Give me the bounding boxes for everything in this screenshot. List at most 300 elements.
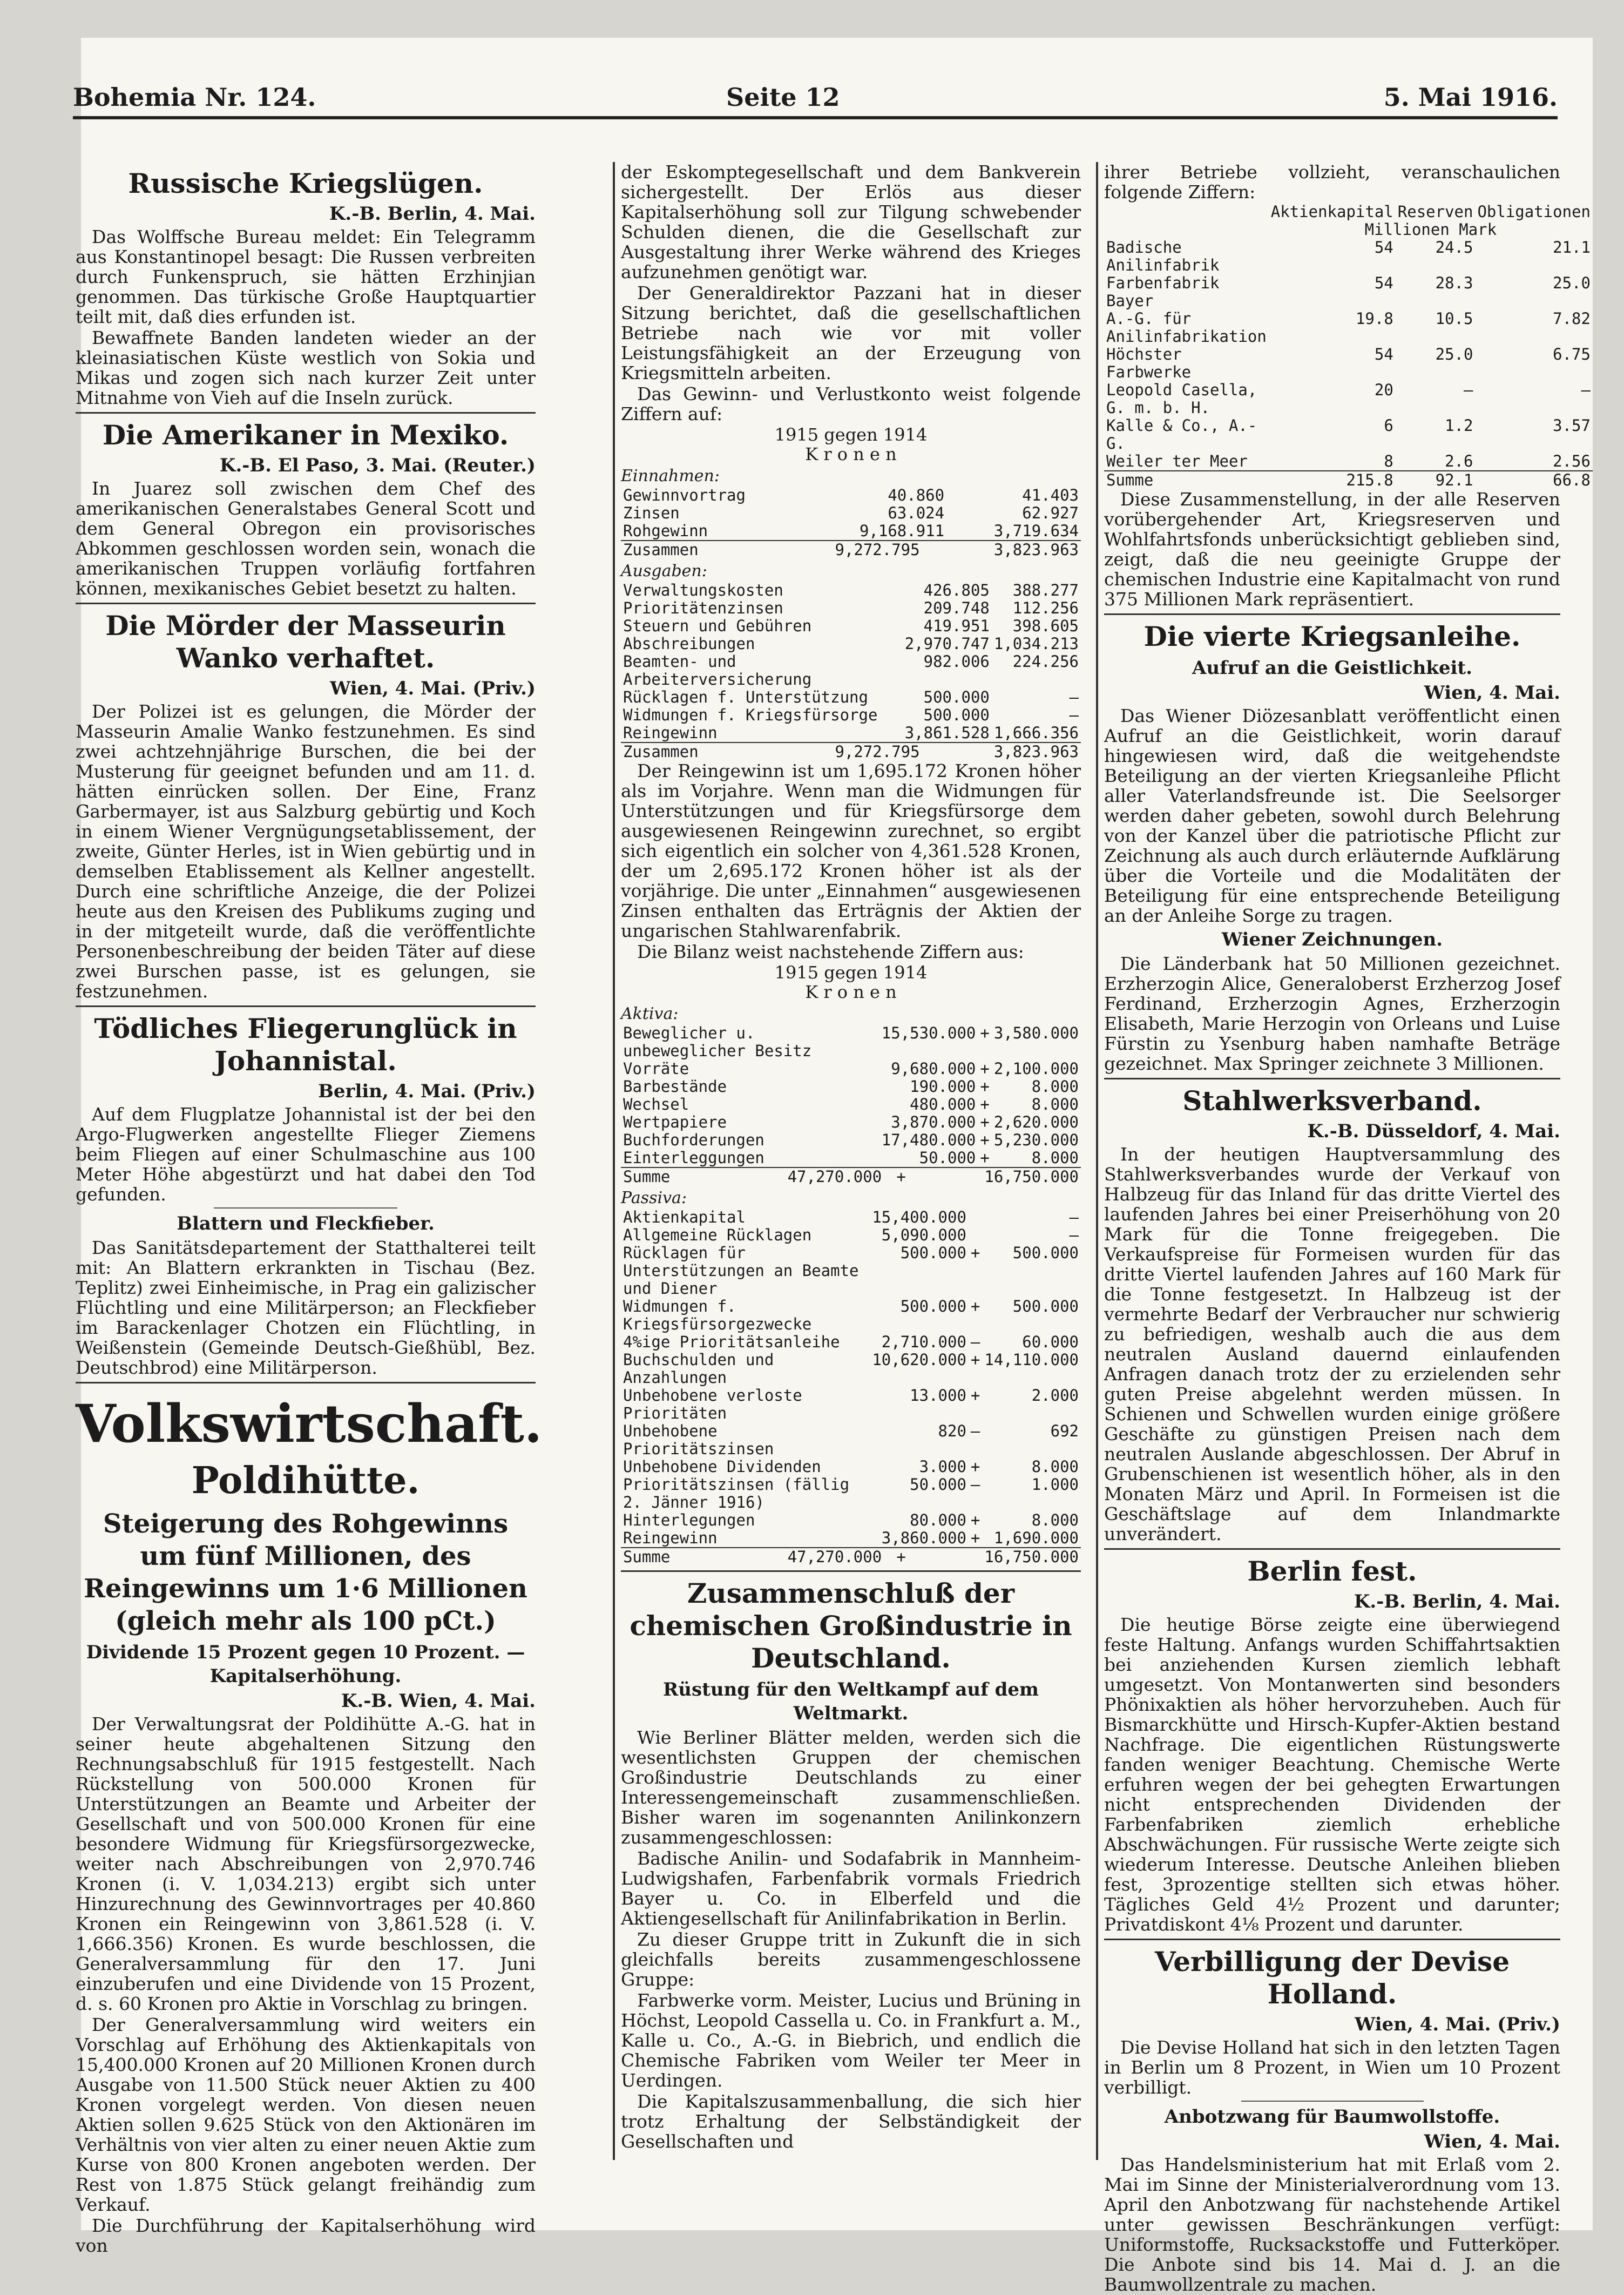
row-label: Höchster Farbwerke — [1106, 345, 1192, 381]
table-row — [621, 1149, 1081, 1167]
dateline: Wien, 4. Mai. — [1424, 2131, 1560, 2152]
value-1915: 9,272.795 — [763, 541, 922, 559]
row-label: Summe — [621, 1548, 711, 1566]
row-label: Wertpapiere — [623, 1113, 727, 1131]
article-fliegerunglueck — [76, 1013, 536, 1204]
article-headline: Die Mörder der Masseurin Wanko verhaftet. — [105, 610, 506, 674]
article-amerikaner-mexiko — [76, 419, 536, 598]
row-label: Rücklagen f. Unterstützung — [623, 688, 868, 706]
article-headline: Zusammenschluß der chemischen Großindustrie in Deutschland. — [630, 1577, 1072, 1674]
value-reserves: 92.1 — [1396, 471, 1476, 489]
value-reserves: 2.6 — [1445, 452, 1473, 470]
dateline: K.-B. Berlin, 4. Mai. — [329, 203, 536, 225]
article-paragraph: Bewaffnete Banden landeten wieder an der kleinasiatischen Küste westlich von Sokia und Mikas und zogen sich nach kurzer Zeit unter Mitnahme von Vieh auf die Inseln zurück. — [76, 327, 536, 408]
value-bonds: — — [1581, 381, 1591, 399]
value-change: — — [1069, 1208, 1079, 1226]
value-capital: 54 — [1374, 345, 1393, 363]
row-label: Reingewinn — [623, 724, 718, 742]
article-paragraph: ihrer Betriebe vollzieht, veranschaulichen folgende Ziffern: — [1104, 161, 1560, 202]
row-label: Vorräte — [623, 1059, 689, 1078]
article-paragraph: In Juarez soll zwischen dem Chef des amerikanischen Generalstabes General Scott und dem General Obregon ein provisorisches Abkommen geschlossen worden sein, wonach die amerikanischen Truppen vorläufig fortfahren können, mexikanisches Gebiet besetzt zu halten. — [76, 478, 536, 599]
table-row — [621, 706, 1081, 724]
article-paragraph: Die heutige Börse zeigte eine überwiegend feste Haltung. Anfangs wurden Schiffahrtsaktien bei anziehenden Kursen ziemlich lebhaft umgesetzt. Von Montanwerten sind besonders Phönixaktien als höher hervorzuheben. Auch für Bismarckhütte und Hirsch-Kupfer-Aktien bestand Nachfrage. Die eigentlichen Rüstungswerte fanden weniger Beachtung. Chemische Werte erfuhren wegen der bei gehegten Erwartungen nicht entsprechenden Dividenden der Farbenfabriken ziemlich erhebliche Abschwächungen. Für russische Werte zeigte sich wiederum Interesse. Deutsche Anleihen blieben fest, 3prozentige stellten sich etwas höher. Tägliches Geld 4½ Prozent und darunter; Privatdiskont 4⅛ Prozent und darunter. — [1104, 1614, 1560, 1935]
row-label: Widmungen f. Kriegsfürsorgezwecke — [623, 1297, 812, 1333]
assets-sum — [621, 1167, 1081, 1186]
value-1915: 40.860 — [888, 486, 945, 504]
table-row — [621, 617, 1081, 635]
article-paragraph: Zu dieser Gruppe tritt in Zukunft die in sich gleichfalls bereits zusammengeschlossene Gruppe: — [621, 1929, 1081, 1990]
row-label: Rücklagen für Unterstützungen an Beamte und Diener — [623, 1244, 859, 1298]
article-paragraph: Badische Anilin- und Sodafabrik in Mannheim-Ludwigshafen, Farbenfabrik vormals Friedrich Bayer u. Co. in Elberfeld und die Aktiengesellschaft für Anilinfabrikation in Berlin. — [621, 1848, 1081, 1929]
article-paragraph: Wie Berliner Blätter melden, werden sich die wesentlichsten Gruppen der chemischen Großindustrie Deutschlands zu einer Interessengemeinschaft zusammenschließen. Bisher waren im sogenannten Anilinkonzern zusammengeschlossen: — [621, 1727, 1081, 1848]
value-1915: 500.000 — [900, 1297, 966, 1315]
value-change: 500.000 — [1012, 1297, 1079, 1315]
article-devise-holland — [1104, 1946, 1560, 2294]
change-sign: + — [980, 1095, 990, 1113]
value-1915: 2,970.747 — [904, 634, 990, 653]
value-change: 16,750.000 — [908, 1167, 1081, 1186]
change-sign: — — [970, 1333, 980, 1351]
table-caption-unit: K r o n e n — [805, 444, 897, 464]
article-paragraph: Das Wolffsche Bureau meldet: Ein Telegramm aus Konstantinopel besagt: Die Russen verbreiten durch Funkenspruch, sie hätten Erzhinjian genommen. Das türkische Große Hauptquartier teilt mit, daß dies erfunden ist. — [76, 226, 536, 327]
change-sign: + — [970, 1511, 980, 1529]
article-headline: Russische Kriegslügen. — [128, 167, 483, 199]
article-divider — [621, 1570, 1081, 1572]
change-sign: + — [980, 1131, 990, 1149]
value-1915: 5,090.000 — [881, 1226, 966, 1244]
value-1915: 9,168.911 — [859, 522, 945, 540]
value-1914: 1,034.213 — [993, 634, 1079, 653]
value-change: 1.000 — [1031, 1475, 1079, 1494]
value-bonds: 25.0 — [1553, 274, 1591, 292]
value-1914: — — [1069, 706, 1079, 724]
change-sign: + — [970, 1529, 980, 1547]
row-label: Steuern und Gebühren — [623, 617, 812, 635]
value-1915: 3,860.000 — [881, 1529, 966, 1547]
value-1915: 426.805 — [923, 581, 990, 599]
article-divider — [1104, 1548, 1560, 1550]
article-headline: Poldihütte. — [191, 1459, 420, 1502]
article-paragraph: Die Devise Holland hat sich in den letzten Tagen in Berlin um 8 Prozent, in Wien um 10 Prozent verbilligt. — [1104, 2037, 1560, 2098]
change-sign: + — [884, 1548, 908, 1566]
row-label: Summe — [621, 1167, 711, 1186]
value-1915: 500.000 — [923, 706, 990, 724]
article-paragraph: Die Länderbank hat 50 Millionen gezeichnet. Erzherzogin Alice, Generaloberst Erzherzog Josef Ferdinand, Erzherzogin Agnes, Erzherzogin Elisabeth, Marie Herzogin von Orleans und Luise Fürstin zu Ysenburg haben namhafte Beträge gezeichnet. Max Springer zeichnete 3 Millionen. — [1104, 953, 1560, 1074]
article-divider — [76, 412, 536, 414]
table-row — [1104, 239, 1593, 274]
row-label: Zusammen — [621, 541, 763, 559]
value-change: 60.000 — [1022, 1333, 1079, 1351]
value-capital: 8 — [1384, 452, 1393, 470]
change-sign: + — [980, 1077, 990, 1096]
table-row — [621, 1548, 1081, 1566]
row-label: Aktienkapital — [623, 1208, 746, 1226]
table-row — [621, 1298, 1081, 1333]
table-row — [621, 541, 1081, 559]
table-row — [621, 1024, 1081, 1060]
value-reserves: 25.0 — [1435, 345, 1473, 363]
value-1914: — — [1069, 688, 1079, 706]
table-row — [621, 1060, 1081, 1078]
table-row — [1104, 310, 1593, 346]
row-label: Wechsel — [623, 1095, 689, 1113]
value-1914: 62.927 — [1022, 504, 1079, 522]
article-subheadline: Wiener Zeichnungen. — [1221, 929, 1443, 950]
value-1915: 982.006 — [923, 652, 990, 671]
article-paragraph: Das Wiener Diözesanblatt veröffentlicht einen Aufruf an die Geistlichkeit, worin darauf hingewiesen wird, daß die weitgehendste Beteiligung an der vierten Kriegsanleihe Pflicht aller Vaterlandsfreunde ist. Die Seelsorger werden daher gebeten, sowohl durch Belehrung von der Kanzel über die patriotische Pflicht zur Zeichnung als auch durch erläuternde Aufklärung über die Vorteile und die Modalitäten der Beteiligung für eine entsprechende Beteiligung an der Anleihe Sorge zu tragen. — [1104, 705, 1560, 926]
table-caption-unit: K r o n e n — [805, 982, 897, 1002]
row-label: Zusammen — [621, 742, 763, 761]
dateline: K.-B. El Paso, 3. Mai. (Reuter.) — [219, 455, 536, 476]
table-row — [1104, 453, 1593, 471]
value-bonds: 66.8 — [1475, 471, 1593, 489]
row-label: Einterleggungen — [623, 1149, 764, 1167]
value-1915: 15,400.000 — [872, 1208, 966, 1226]
value-1914: 224.256 — [1012, 652, 1079, 671]
row-label: 4%ige Prioritätsanleihe — [623, 1333, 840, 1351]
liabilities-table — [621, 1209, 1081, 1547]
value-capital: 54 — [1374, 274, 1393, 292]
value-change: — — [1069, 1226, 1079, 1244]
value-change: 16,750.000 — [908, 1548, 1081, 1566]
table-row — [1104, 471, 1593, 489]
row-label: Prioritätenzinsen — [623, 599, 783, 617]
table-row — [621, 582, 1081, 599]
row-label: Rohgewinn — [623, 522, 708, 540]
value-reserves: — — [1464, 381, 1473, 399]
chemical-capital-table — [1104, 202, 1591, 489]
change-sign: + — [884, 1167, 908, 1186]
page-header — [73, 78, 1558, 119]
income-sum — [621, 540, 1081, 559]
row-label: Hinterlegungen — [623, 1511, 755, 1529]
unit-label: Millionen Mark — [1364, 220, 1497, 239]
table-row — [1104, 381, 1593, 417]
value-1915: 15,530.000 — [881, 1024, 976, 1042]
table-row — [621, 724, 1081, 742]
change-sign: — — [970, 1422, 980, 1440]
table-row — [1104, 274, 1593, 310]
table-row — [621, 1226, 1081, 1244]
row-label: Buchforderungen — [623, 1131, 764, 1149]
article-kriegsanleihe — [1104, 620, 1560, 1074]
dateline: Wien, 4. Mai. (Priv.) — [1355, 2014, 1560, 2035]
dateline: K.-B. Berlin, 4. Mai. — [1354, 1591, 1560, 1612]
change-sign: + — [970, 1351, 980, 1369]
value-1914: 388.277 — [1012, 581, 1079, 599]
table-group-label: Aktiva: — [621, 1004, 679, 1023]
change-sign: + — [970, 1297, 980, 1315]
value-bonds: 21.1 — [1553, 238, 1591, 256]
article-divider — [76, 603, 536, 604]
article-blattern — [76, 1212, 536, 1378]
value-1915: 3,870.000 — [891, 1113, 976, 1131]
change-sign: — — [970, 1475, 980, 1494]
table-group-label: Ausgaben: — [621, 562, 707, 580]
article-stahlwerksverband — [1104, 1085, 1560, 1544]
row-label: Unbehobene verloste Prioritäten — [623, 1386, 802, 1422]
table-row — [621, 1209, 1081, 1226]
article-paragraph: Der Polizei ist es gelungen, die Mörder der Masseurin Amalie Wanko festzunehmen. Es sind zwei achtzehnjährige Burschen, die bei der Musterung für geeignet befunden und am 11. d. hätten einrücken sollen. Der Eine, Franz Garbermayer, ist aus Salzburg gebürtig und Koch in einem Wiener Vergnügungsetablissement, der zweite, Günter Herles, ist in Wien gebürtig und in demselben Etablissement als Kellner angestellt. Durch eine schriftliche Anzeige, die der Polizei heute aus den Kreisen des Publikums zuging und in der mitgeteilt wurde, daß die veröffentlichte Personenbeschreibung der beiden Täter auf diese zwei Burschen passe, ist es gelungen, sie festzunehmen. — [76, 701, 536, 1002]
table-row — [621, 599, 1081, 617]
change-sign: + — [970, 1244, 980, 1262]
article-paragraph: Die Kapitalszusammenballung, die sich hier trotz Erhaltung der Selbständigkeit der Gesellschaften und — [621, 2091, 1081, 2152]
value-change: 1,690.000 — [993, 1529, 1079, 1547]
value-1914: 1,666.356 — [993, 724, 1079, 742]
value-bonds: 6.75 — [1553, 345, 1591, 363]
value-bonds: 2.56 — [1553, 452, 1591, 470]
table-row — [621, 522, 1081, 540]
value-change: 5,230.000 — [993, 1131, 1079, 1149]
row-label: Kalle & Co., A.-G. — [1106, 416, 1257, 453]
article-divider — [1104, 613, 1560, 615]
dateline: Berlin, 4. Mai. (Priv.) — [318, 1081, 536, 1102]
table-row — [621, 1351, 1081, 1387]
row-label: Buchschulden und Anzahlungen — [623, 1351, 774, 1387]
row-label: Badische Anilinfabrik — [1106, 238, 1220, 274]
expense-table — [621, 582, 1081, 742]
section-title: Volkswirtschaft. — [76, 1393, 543, 1454]
column-header: Reserven — [1397, 202, 1473, 221]
article-paragraph: Die Durchführung der Kapitalserhöhung wird von — [76, 2215, 536, 2256]
change-sign — [969, 1226, 982, 1244]
column-3 — [1104, 161, 1591, 2295]
article-divider — [1104, 1078, 1560, 1079]
article-headline: Verbilligung der Devise Holland. — [1154, 1946, 1510, 2010]
value-change: 8.000 — [1031, 1511, 1079, 1529]
value-reserves: 28.3 — [1435, 274, 1473, 292]
value-change: 3,580.000 — [993, 1024, 1079, 1042]
value-1914: 112.256 — [1012, 599, 1079, 617]
value-capital: 19.8 — [1355, 309, 1393, 328]
column-header: Aktienkapital — [1270, 202, 1393, 221]
short-divider — [1241, 2101, 1424, 2102]
value-reserves: 10.5 — [1435, 309, 1473, 328]
article-paragraph: Das Gewinn- und Verlustkonto weist folgende Ziffern auf: — [621, 383, 1081, 424]
article-divider — [1104, 1939, 1560, 1940]
change-sign: + — [980, 1113, 990, 1131]
row-label: Leopold Casella, G. m. b. H. — [1106, 381, 1257, 417]
dateline: Wien, 4. Mai. (Priv.) — [330, 678, 536, 699]
value-change: 500.000 — [1012, 1244, 1079, 1262]
article-subheadline: Rüstung für den Weltkampf auf dem Weltmarkt. — [663, 1679, 1039, 1724]
table-header-row — [1104, 203, 1593, 221]
article-headline: Die Amerikaner in Mexiko. — [102, 419, 509, 451]
table-row — [621, 504, 1081, 522]
article-russische-kriegsluegen — [76, 167, 536, 408]
row-label: Allgemeine Rücklagen — [623, 1226, 812, 1244]
article-divider — [76, 1005, 536, 1007]
value-capital: 20 — [1374, 381, 1393, 399]
row-label: Prioritätszinsen (fällig 2. Jänner 1916) — [623, 1475, 850, 1511]
short-divider — [214, 1207, 398, 1209]
table-caption-years: 1915 gegen 1914 — [774, 962, 928, 983]
value-1915: 47,270.000 — [711, 1548, 884, 1566]
row-label: A.-G. für Anilinfabrikation — [1106, 309, 1267, 346]
value-change: 692 — [1050, 1422, 1079, 1440]
value-change: 2.000 — [1031, 1386, 1079, 1405]
value-change: 14,110.000 — [984, 1351, 1079, 1369]
row-label: Zinsen — [623, 504, 680, 522]
header-issue: Bohemia Nr. 124. — [73, 83, 316, 112]
row-label: Unbehobene Prioritätszinsen — [623, 1422, 774, 1458]
change-sign — [969, 1209, 982, 1226]
article-headline: Stahlwerksverband. — [1182, 1085, 1482, 1117]
column-header: Obligationen — [1477, 202, 1591, 221]
section-divider — [76, 1382, 536, 1383]
value-change: 2,100.000 — [993, 1059, 1079, 1078]
value-1915: 3.000 — [919, 1457, 966, 1476]
value-capital: 54 — [1374, 238, 1393, 256]
table-row — [621, 635, 1081, 653]
row-label: Barbestände — [623, 1077, 727, 1096]
liabilities-sum — [621, 1547, 1081, 1566]
table-row — [621, 1511, 1081, 1529]
table-row — [1104, 417, 1593, 453]
value-1915: 500.000 — [923, 688, 990, 706]
article-headline: Berlin fest. — [1247, 1555, 1417, 1587]
dateline: Wien, 4. Mai. — [1424, 682, 1560, 704]
article-subheadline: Aufruf an die Geistlichkeit. — [1192, 657, 1472, 679]
article-paragraph: Das Sanitätsdepartement der Statthalterei teilt mit: An Blattern erkrankten in Tischau (Bez. Teplitz) zwei Einheimische, in Prag ein galizischer Flüchtling und eine Militärperson; an Fleckfieber im Barackenlager Chotzen ein Flüchtling, in Weißenstein (Gemeinde Deutsch-Gießhübl, Bez. Deutschbrod) eine Militärperson. — [76, 1237, 536, 1378]
value-bonds: 3.57 — [1553, 416, 1591, 435]
value-capital: 6 — [1384, 416, 1393, 435]
value-1915: 2,710.000 — [881, 1333, 966, 1351]
balance-sheet-table — [621, 963, 1081, 1566]
value-1915: 63.024 — [888, 504, 945, 522]
value-capital: 215.8 — [1269, 471, 1396, 489]
row-label: Reingewinn — [623, 1529, 718, 1547]
article-poldihuette — [76, 1459, 536, 2256]
row-label: Farbenfabrik Bayer — [1106, 274, 1220, 310]
article-paragraph: Der Verwaltungsrat der Poldihütte A.-G. hat in seiner heute abgehaltenen Sitzung den Rechnungsabschluß für 1915 festgestellt. Nach Rückstellung von 500.000 Kronen für Unterstützungen an Beamte und Arbeiter der Gesellschaft und von 500.000 Kronen für eine besondere Widmung für Kriegsfürsorgezwecke, weiter nach Abschreibungen von 2,970.746 Kronen (i. V. 1,034.213) ergibt sich unter Hinzurechnung des Gewinnvortrages per 40.860 Kronen ein Reingewinn von 3,861.528 (i. V. 1,666.356) Kronen. Es wurde beschlossen, die Generalversammlung für den 17. Juni einzuberufen und eine Dividende von 15 Prozent, d. s. 60 Kronen pro Aktie in Vorschlag zu bringen. — [76, 1713, 536, 2014]
article-paragraph: Die Bilanz weist nachstehende Ziffern aus: — [637, 941, 1024, 962]
article-paragraph: Der Generalversammlung wird weiters ein Vorschlag auf Erhöhung des Aktienkapitals von 15,400.000 Kronen auf 20 Millionen Kronen durch Ausgabe von 11.500 Stück neuer Aktien zu 400 Kronen vorgelegt werden. Von diesen neuen Aktien sollen 9.625 Stück von den Aktionären im Verhältnis von vier alten zu einer neuen Aktie zum Kurse von 800 Kronen angeboten werden. Der Rest von 1.875 Stück gelangt freihändig zum Verkauf. — [76, 2014, 536, 2215]
dateline: K.-B. Düsseldorf, 4. Mai. — [1307, 1120, 1560, 1142]
value-change: 8.000 — [1031, 1095, 1079, 1113]
profit-loss-table — [621, 425, 1081, 761]
row-label: Verwaltungskosten — [623, 581, 783, 599]
row-label: Beweglicher u. unbeweglicher Besitz — [623, 1024, 812, 1060]
table-row — [621, 1387, 1081, 1422]
row-label: Widmungen f. Kriegsfürsorge — [623, 706, 878, 724]
table-group-label: Einnahmen: — [621, 467, 720, 485]
table-row — [621, 1476, 1081, 1511]
article-headline: Tödliches Fliegerunglück in Johannistal. — [94, 1013, 517, 1077]
value-1915: 50.000 — [910, 1475, 966, 1494]
value-1915: 13.000 — [910, 1386, 966, 1405]
table-row — [621, 1113, 1081, 1131]
value-change: 2,620.000 — [993, 1113, 1079, 1131]
row-label: Unbehobene Dividenden — [623, 1457, 821, 1476]
value-1915: 480.000 — [910, 1095, 976, 1113]
value-reserves: 24.5 — [1435, 238, 1473, 256]
header-page-number: Seite 12 — [726, 83, 840, 112]
change-sign: + — [980, 1059, 990, 1078]
value-change: 8.000 — [1031, 1077, 1079, 1096]
article-subheadline: Steigerung des Rohgewinns um fünf Millionen, des Reingewinns um 1·6 Millionen (gleich mehr als 100 pCt.) — [84, 1509, 527, 1636]
table-row — [621, 1529, 1081, 1547]
article-paragraph: Auf dem Flugplatze Johannistal ist der bei den Argo-Flugwerken angestellte Flieger Ziemens beim Fliegen auf einer Schulmaschine aus 100 Meter Höhe abgestürzt und hat dabei den Tod gefunden. — [76, 1104, 536, 1205]
article-moerder-wanko — [76, 610, 536, 1001]
column-rule — [613, 162, 615, 2160]
article-paragraph: Diese Zusammenstellung, in der alle Reserven vorübergehender Art, Kriegsreserven und Wohlfahrtsfonds unberücksichtigt geblieben sind, zeigt, daß die neu geeinigte Gruppe der chemischen Industrie eine Kapitalmacht von rund 375 Millionen Mark repräsentiert. — [1104, 489, 1560, 610]
value-1915: 209.748 — [923, 599, 990, 617]
article-subheadline: Blattern und Fleckfieber. — [177, 1213, 435, 1234]
dateline: K.-B. Wien, 4. Mai. — [341, 1690, 536, 1712]
article-chemische-grossindustrie — [621, 1577, 1081, 2151]
table-row — [621, 1131, 1081, 1149]
value-1915: 50.000 — [919, 1149, 976, 1167]
table-row — [621, 1078, 1081, 1096]
assets-table — [621, 1024, 1081, 1167]
value-1915: 820 — [938, 1422, 966, 1440]
column-2 — [621, 162, 1081, 2160]
change-sign: + — [980, 1024, 990, 1042]
change-sign: + — [970, 1386, 980, 1405]
article-paragraph: Der Generaldirektor Pazzani hat in dieser Sitzung berichtet, daß die gesellschaftlichen Betriebe nach wie vor mit voller Leistungsfähigkeit an der Erzeugung von Kriegsmitteln arbeiten. — [621, 282, 1081, 383]
table-header-row — [1104, 221, 1593, 239]
column-1 — [76, 162, 543, 2256]
value-1915: 419.951 — [923, 617, 990, 635]
table-row — [621, 742, 1081, 761]
value-1915: 500.000 — [900, 1244, 966, 1262]
value-1915: 3,861.528 — [904, 724, 990, 742]
table-row — [621, 688, 1081, 706]
value-change: 8.000 — [1031, 1457, 1079, 1476]
table-row — [621, 1096, 1081, 1113]
article-headline: Die vierte Kriegsanleihe. — [1143, 620, 1521, 652]
table-row — [621, 1333, 1081, 1351]
row-label: Gewinnvortrag — [623, 486, 746, 504]
header-date: 5. Mai 1916. — [1383, 83, 1558, 112]
value-1914: 41.403 — [1022, 486, 1079, 504]
row-label: Summe — [1104, 471, 1269, 489]
table-row — [1104, 346, 1593, 381]
article-paragraph: In der heutigen Hauptversammlung des Stahlwerksverbandes wurde der Verkauf von Halbzeug für das Inland für das dritte Viertel des laufenden Jahres bei einer Preiserhöhung von 20 Mark für die Tonne freigegeben. Die Verkaufspreise für Formeisen wurden für das dritte Viertel laufenden Jahres auf 160 Mark für die Tonne festgesetzt. In Halbzeug ist der vermehrte Bedarf der Verbraucher nur schwierig zu befriedigen, weshalb auch die aus dem neutralen Ausland dauernd einlaufenden Anfragen danach trotz der zu erzielenden sehr guten Preise abgelehnt werden müssen. In Schienen und Schwellen wurden einige größere Geschäfte zu günstigen Preisen nach dem neutralen Auslande abgeschlossen. Der Abruf in Grubenschienen ist wesentlich höher, als in den Monaten März und April. In Formeisen ist die Geschäftslage auf dem Inlandmarkte unverändert. — [1104, 1144, 1560, 1544]
table-group-label: Passiva: — [621, 1189, 687, 1207]
row-label: Beamten- und Arbeiterversicherung — [623, 652, 812, 688]
table-row — [621, 1244, 1081, 1298]
article-note: Dividende 15 Prozent gegen 10 Prozent. — Kapitalserhöhung. — [86, 1642, 525, 1687]
value-1915: 9,272.795 — [763, 742, 922, 761]
table-row — [621, 653, 1081, 688]
capital-table — [1104, 203, 1593, 489]
row-label: Weiler ter Meer — [1106, 452, 1248, 470]
value-1915: 47,270.000 — [711, 1167, 884, 1186]
value-1915: 190.000 — [910, 1077, 976, 1096]
value-1915: 80.000 — [910, 1511, 966, 1529]
value-change: 8.000 — [1031, 1149, 1079, 1167]
value-1914: 3,719.634 — [993, 522, 1079, 540]
table-row — [621, 1167, 1081, 1186]
value-1914: 398.605 — [1012, 617, 1079, 635]
article-berlin-fest — [1104, 1555, 1560, 1934]
row-label: Abschreibungen — [623, 634, 755, 653]
value-1914: 3,823.963 — [922, 541, 1081, 559]
table-caption-years: 1915 gegen 1914 — [774, 424, 928, 445]
expense-sum — [621, 742, 1081, 761]
income-table — [621, 487, 1081, 540]
article-paragraph: der Eskomptegesellschaft und dem Bankverein sichergestellt. Der Erlös aus dieser Kapitalserhöhung soll zur Tilgung schwebender Schulden dienen, die die Gesellschaft zur Ausgestaltung ihrer Werke während des Krieges aufzunehmen genötigt war. — [621, 161, 1081, 282]
value-reserves: 1.2 — [1445, 416, 1473, 435]
table-row — [621, 1458, 1081, 1476]
value-1915: 10,620.000 — [872, 1351, 966, 1369]
table-row — [621, 487, 1081, 504]
change-sign: + — [980, 1149, 990, 1167]
article-paragraph: Farbwerke vorm. Meister, Lucius und Brüning in Höchst, Leopold Cassella u. Co. in Frankfurt a. M., Kalle u. Co., A.-G. in Biebrich, und endlich die Chemische Fabriken vom Weiler ter Meer in Uerdingen. — [621, 1990, 1081, 2091]
value-1914: 3,823.963 — [922, 742, 1081, 761]
